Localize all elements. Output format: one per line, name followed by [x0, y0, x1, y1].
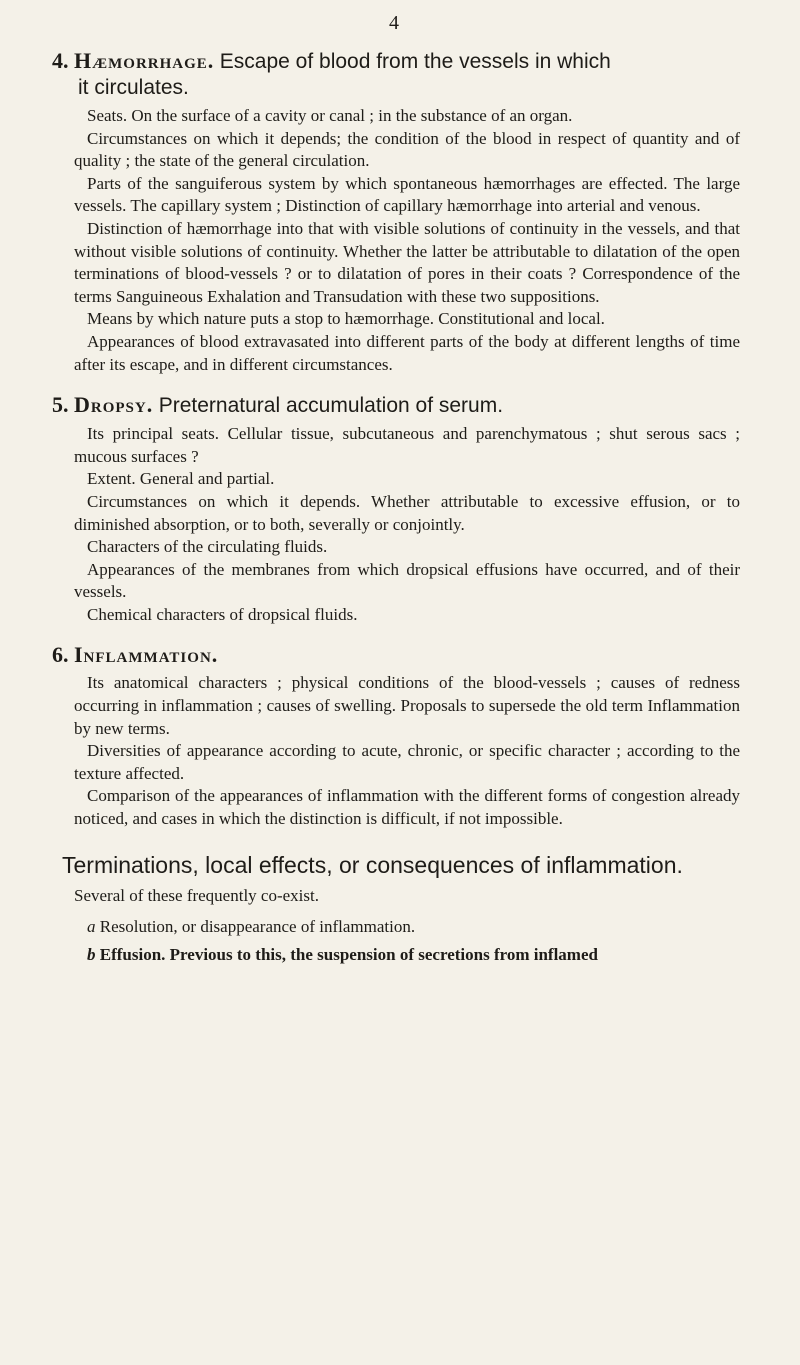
paragraph: Circumstances on which it depends; the condition of the blood in respect of quantity and of quality ; the state of the general circulation.: [74, 128, 740, 171]
list-item: [48, 943, 740, 967]
section-definition: Escape of blood from the vessels in which: [219, 50, 611, 73]
paragraph: Circumstances on which it depends. Whether attributable to excessive effusion, or to diminished absorption, or to both, severally or conjointly.: [74, 491, 740, 534]
paragraph: Distinction of hæmorrhage into that with visible solutions of continuity in the vessels, and that without visible solutions of continuity. Whether the latter be attributable to dilatation of the open terminations of blood-vessels ? or to dilatation of pores in their coats ? Correspondence of the terms Sanguineous Exhalation and Transudation with these two suppositions.: [74, 218, 740, 306]
paragraph: Chemical characters of dropsical fluids.: [87, 604, 358, 624]
paragraph: Characters of the circulating fluids.: [87, 537, 328, 557]
paragraph: Its anatomical characters ; physical conditions of the blood-vessels ; causes of redness occurring in inflammation ; causes of swelling. Proposals to supersede the old term Inflammation by new terms.: [74, 673, 740, 738]
terminations-heading: Terminations, local effects, or consequences of inflammation.: [62, 851, 683, 878]
section-heading: [48, 642, 740, 668]
section-definition-continued: it circulates.: [78, 76, 189, 99]
section-number: 5.: [52, 392, 69, 418]
section-spacer: [48, 831, 740, 851]
item-letter: a: [87, 917, 96, 937]
paragraph: Comparison of the appearances of inflammation with the different forms of congestion already noticed, and cases in which the distinction is difficult, if not impossible.: [74, 786, 740, 829]
item-letter: b: [87, 945, 96, 965]
section-number: 6.: [52, 642, 69, 668]
section-haemorrhage: [48, 48, 740, 376]
paragraph: Diversities of appearance according to acute, chronic, or specific character ; according to the texture affected.: [74, 741, 740, 783]
section-spacer: [48, 376, 740, 392]
paragraph: Seats. On the surface of a cavity or canal ; in the substance of an organ.: [87, 106, 573, 125]
paragraph: Appearances of blood extravasated into different parts of the body at different lengths of time after its escape, and in different circumstances.: [74, 331, 740, 374]
section-number: 4.: [52, 48, 69, 73]
section-title: Hæmorrhage.: [74, 48, 215, 73]
section-title: Dropsy.: [74, 392, 154, 418]
section-title: Inflammation.: [74, 642, 219, 668]
section-terminations: [48, 851, 740, 968]
page-number: 4: [389, 12, 399, 34]
paragraph: Its principal seats. Cellular tissue, subcutaneous and parenchymatous ; shut serous sacs ; mucous surfaces ?: [74, 424, 740, 466]
section-heading: [48, 392, 740, 419]
item-text: Resolution, or disappearance of inflammation.: [99, 917, 416, 937]
section-inflammation: [48, 642, 740, 830]
list-item: [48, 915, 740, 939]
paragraph: Appearances of the membranes from which dropsical effusions have occurred, and of their vessels.: [74, 559, 740, 602]
paragraph: Parts of the sanguiferous system by which spontaneous hæmorrhages are effected. The large vessels. The capillary system ; Distinction of capillary hæmorrhage into arterial and venous.: [74, 173, 740, 216]
paragraph: Extent. General and partial.: [87, 469, 275, 489]
terminations-intro: Several of these frequently co-exist.: [74, 885, 319, 905]
paragraph: Means by which nature puts a stop to hæmorrhage. Constitutional and local.: [87, 309, 605, 329]
section-heading: [48, 48, 740, 101]
section-dropsy: [48, 392, 740, 626]
section-spacer: [48, 626, 740, 642]
item-text: Effusion. Previous to this, the suspension of secretions from inflamed: [99, 945, 598, 965]
section-definition: Preternatural accumulation of serum.: [158, 394, 504, 418]
